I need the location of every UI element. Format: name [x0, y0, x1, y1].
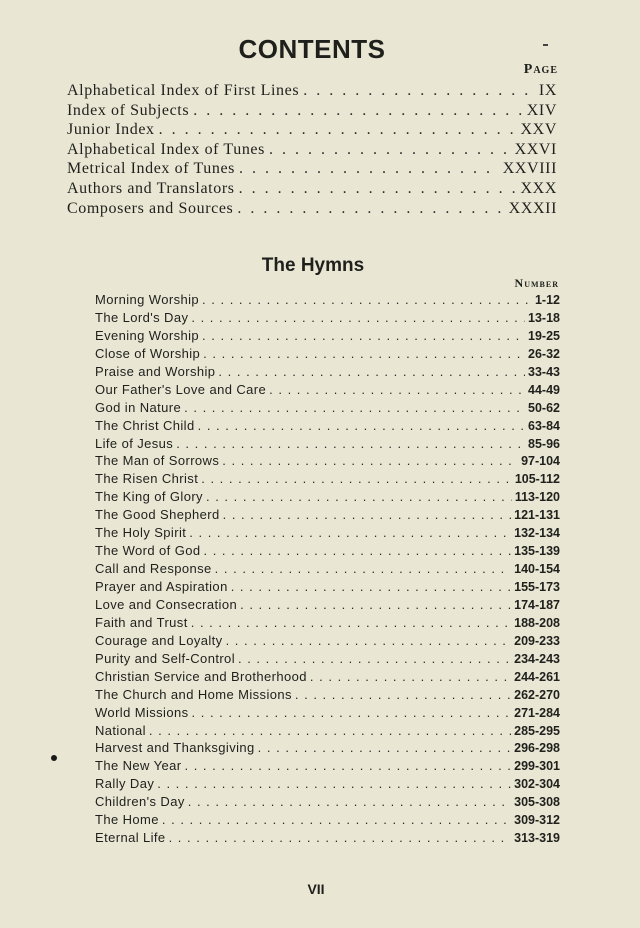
dot-leader	[269, 382, 525, 397]
dot-leader	[201, 471, 512, 486]
hymn-subject-entry	[95, 705, 560, 723]
hymn-subject-entry	[95, 740, 560, 758]
entry-label: Authors and Translators	[67, 179, 235, 197]
printer-mark	[543, 44, 548, 46]
entry-label: The Man of Sorrows	[95, 453, 220, 469]
entry-label: Life of Jesus	[95, 435, 174, 451]
entry-number-range: 188-208	[514, 615, 560, 630]
entry-number-range: 244-261	[514, 669, 560, 684]
hymn-subject-entry	[95, 669, 560, 687]
entry-label: Morning Worship	[95, 292, 200, 307]
dot-leader	[203, 543, 511, 558]
entry-label: The Church and Home Missions	[95, 686, 292, 702]
hymn-subject-entry	[95, 633, 560, 651]
dot-leader	[198, 418, 525, 433]
page-column-header: Page	[523, 62, 558, 77]
entry-page: XXVIII	[502, 160, 557, 178]
entry-label: The Risen Christ	[95, 471, 199, 487]
dot-leader	[202, 328, 525, 343]
entry-label: Faith and Trust	[95, 614, 188, 630]
entry-number-range: 309-312	[514, 813, 560, 828]
hymn-subject-entry	[95, 382, 560, 400]
page-folio: VII	[307, 881, 325, 897]
dot-leader	[191, 310, 525, 325]
entry-label: World Missions	[95, 704, 189, 720]
entry-page: XIV	[526, 101, 557, 119]
contents-entry	[67, 200, 557, 220]
dot-leader	[218, 364, 525, 379]
entry-number-range: 140-154	[514, 562, 560, 577]
entry-page: XXVI	[514, 140, 557, 158]
entry-number-range: 285-295	[514, 723, 560, 738]
hymn-subject-entry	[95, 418, 560, 436]
entry-number-range: 271-284	[514, 705, 560, 720]
hymn-subject-entry	[95, 328, 560, 346]
dot-leader	[223, 507, 512, 522]
dot-leader	[189, 525, 511, 540]
entry-label: Composers and Sources	[67, 199, 234, 217]
dot-leader	[215, 561, 511, 576]
hymn-subject-entry	[95, 812, 560, 830]
entry-label: Praise and Worship	[95, 363, 216, 379]
entry-label: Close of Worship	[95, 345, 201, 361]
entry-number-range: 19-25	[528, 328, 560, 343]
entry-number-range: 97-104	[521, 454, 560, 469]
hymn-subject-entry	[95, 453, 560, 471]
dot-leader	[149, 723, 511, 738]
contents-entry	[67, 102, 557, 122]
entry-number-range: 132-134	[514, 526, 560, 541]
dot-leader	[269, 141, 511, 159]
entry-number-range: 209-233	[514, 633, 560, 648]
entry-label: National	[95, 722, 146, 738]
dot-leader	[303, 82, 535, 100]
entry-number-range: 121-131	[514, 508, 560, 523]
dot-leader	[226, 633, 512, 648]
dot-leader	[258, 740, 511, 755]
entry-label: Alphabetical Index of Tunes	[67, 140, 265, 158]
hymns-subject-list	[95, 292, 560, 848]
entry-label: The King of Glory	[95, 489, 203, 505]
dot-leader	[295, 687, 511, 702]
contents-index-list	[67, 82, 557, 219]
entry-label: The New Year	[95, 758, 182, 774]
hymn-subject-entry	[95, 436, 560, 454]
dot-leader	[222, 453, 518, 468]
hymn-subject-entry	[95, 400, 560, 418]
entry-page: XXXII	[508, 199, 557, 217]
dot-leader	[239, 160, 499, 178]
entry-number-range: 234-243	[514, 651, 560, 666]
entry-label: Our Father's Love and Care	[95, 381, 267, 397]
entry-number-range: 296-298	[514, 741, 560, 756]
dot-leader	[157, 776, 511, 791]
entry-page: XXX	[520, 179, 557, 197]
entry-label: Rally Day	[95, 776, 155, 792]
dot-leader	[239, 180, 517, 198]
dot-leader	[184, 400, 525, 415]
dot-leader	[237, 200, 504, 218]
entry-label: The Good Shepherd	[95, 507, 220, 523]
dot-leader	[176, 436, 525, 451]
dot-leader	[310, 669, 511, 684]
entry-number-range: 305-308	[514, 795, 560, 810]
dot-leader	[206, 489, 512, 504]
entry-number-range: 63-84	[528, 418, 560, 433]
entry-number-range: 13-18	[528, 310, 560, 325]
hymn-subject-entry	[95, 687, 560, 705]
hymn-subject-entry	[95, 794, 560, 812]
entry-label: Courage and Loyalty	[95, 632, 223, 648]
dot-leader	[193, 102, 523, 120]
entry-label: Children's Day	[95, 794, 185, 810]
hymn-subject-entry	[95, 758, 560, 776]
dot-leader	[191, 615, 511, 630]
dot-leader	[169, 830, 512, 845]
entry-number-range: 262-270	[514, 687, 560, 702]
dot-leader	[159, 121, 517, 139]
entry-number-range: 299-301	[514, 759, 560, 774]
entry-label: Harvest and Thanksgiving	[95, 740, 255, 756]
hymn-subject-entry	[95, 723, 560, 741]
entry-page: XXV	[520, 121, 557, 139]
entry-label: Alphabetical Index of First Lines	[67, 82, 300, 99]
entry-number-range: 1-12	[534, 293, 560, 307]
entry-number-range: 44-49	[528, 382, 560, 397]
contents-entry	[67, 141, 557, 161]
contents-entry	[67, 180, 557, 200]
dot-leader	[162, 812, 511, 827]
entry-label: Prayer and Aspiration	[95, 579, 228, 594]
number-column-header: Number	[514, 276, 559, 290]
entry-number-range: 113-120	[514, 490, 560, 505]
hymn-subject-entry	[95, 597, 560, 615]
hymn-subject-entry	[95, 292, 560, 310]
hymn-subject-entry	[95, 364, 560, 382]
entry-number-range: 174-187	[514, 597, 560, 612]
dot-leader	[238, 651, 511, 666]
hymn-subject-entry	[95, 776, 560, 794]
entry-label: Purity and Self-Control	[95, 650, 235, 666]
entry-number-range: 33-43	[528, 364, 560, 379]
hymn-subject-entry	[95, 507, 560, 525]
entry-number-range: 313-319	[514, 831, 560, 846]
entry-number-range: 135-139	[514, 544, 560, 559]
entry-label: Eternal Life	[95, 830, 166, 846]
ink-dot-mark	[51, 755, 57, 761]
dot-leader	[203, 346, 525, 361]
entry-label: The Holy Spirit	[95, 525, 187, 541]
dot-leader	[192, 705, 512, 720]
hymn-subject-entry	[95, 310, 560, 328]
hymn-subject-entry	[95, 579, 560, 597]
hymn-subject-entry	[95, 615, 560, 633]
entry-label: Evening Worship	[95, 327, 200, 343]
entry-number-range: 85-96	[528, 436, 560, 451]
hymn-subject-entry	[95, 471, 560, 489]
hymn-subject-entry	[95, 543, 560, 561]
entry-label: The Lord's Day	[95, 309, 189, 325]
entry-label: The Home	[95, 812, 159, 828]
contents-title: CONTENTS	[238, 34, 386, 64]
dot-leader	[240, 597, 511, 612]
contents-entry	[67, 160, 557, 180]
entry-number-range: 155-173	[514, 580, 560, 594]
entry-label: Christian Service and Brotherhood	[95, 668, 307, 684]
hymn-subject-entry	[95, 346, 560, 364]
contents-entry	[67, 82, 557, 102]
hymn-subject-entry	[95, 525, 560, 543]
hymns-section-title: The Hymns	[261, 255, 365, 276]
dot-leader	[188, 794, 511, 809]
entry-number-range: 50-62	[528, 400, 560, 415]
hymn-subject-entry	[95, 830, 560, 848]
entry-number-range: 302-304	[514, 777, 560, 792]
hymn-subject-entry	[95, 561, 560, 579]
entry-number-range: 105-112	[514, 472, 560, 487]
hymn-subject-entry	[95, 651, 560, 669]
dot-leader	[202, 292, 532, 307]
entry-label: Junior Index	[67, 121, 155, 139]
dot-leader	[231, 579, 511, 594]
entry-label: The Christ Child	[95, 417, 195, 433]
entry-label: Love and Consecration	[95, 596, 238, 612]
entry-label: God in Nature	[95, 399, 182, 415]
dot-leader	[184, 758, 511, 773]
entry-label: The Word of God	[95, 543, 201, 559]
hymn-subject-entry	[95, 489, 560, 507]
entry-page: IX	[538, 82, 557, 99]
entry-label: Metrical Index of Tunes	[67, 160, 236, 178]
entry-label: Call and Response	[95, 561, 212, 577]
contents-entry	[67, 121, 557, 141]
entry-label: Index of Subjects	[67, 101, 190, 119]
entry-number-range: 26-32	[528, 346, 560, 361]
